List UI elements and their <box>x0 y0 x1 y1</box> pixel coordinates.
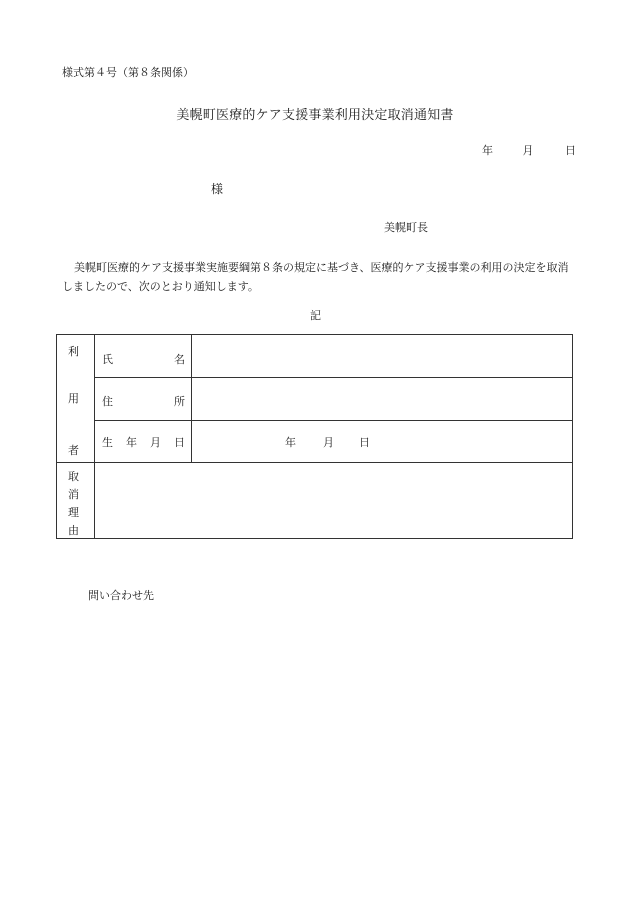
birthdate-label-char: 月 <box>150 436 161 449</box>
birthdate-label-char: 生 <box>102 436 113 449</box>
birthdate-day-label: 日 <box>359 436 370 449</box>
address-label-char: 所 <box>174 395 185 408</box>
reason-label-char: 理 <box>68 506 79 519</box>
contact-label: 問い合わせ先 <box>88 589 154 602</box>
notice-table <box>56 334 573 539</box>
reason-label-char: 由 <box>68 524 79 537</box>
table-divider <box>95 420 572 421</box>
date-month-label: 月 <box>522 144 534 157</box>
table-divider <box>57 462 572 463</box>
table-divider <box>191 335 192 462</box>
reason-label-char: 消 <box>68 488 79 501</box>
reason-field[interactable] <box>96 464 570 537</box>
name-label-char: 名 <box>174 353 185 366</box>
date-day-label: 日 <box>565 144 576 157</box>
reason-label <box>57 463 95 540</box>
birthdate-label-char: 日 <box>174 436 185 449</box>
name-label-char: 氏 <box>102 353 113 366</box>
issue-date <box>482 142 576 158</box>
sender: 美幌町長 <box>384 221 428 234</box>
table-divider <box>95 377 572 378</box>
user-label-char: 者 <box>68 444 79 457</box>
user-label <box>57 335 95 463</box>
user-label-char: 利 <box>68 345 79 358</box>
address-label-char: 住 <box>102 395 113 408</box>
birthdate-field[interactable] <box>193 422 571 461</box>
date-year-label: 年 <box>482 144 493 157</box>
addressee-suffix: 様 <box>211 182 224 196</box>
birthdate-label-char: 年 <box>126 436 137 449</box>
birthdate-month-label: 月 <box>323 436 334 449</box>
address-field[interactable] <box>193 379 571 419</box>
document-title: 美幌町医療的ケア支援事業利用決定取消通知書 <box>176 108 454 123</box>
ki-heading: 記 <box>310 309 321 322</box>
reason-label-char: 取 <box>68 470 79 483</box>
birthdate-year-label: 年 <box>285 436 296 449</box>
name-field[interactable] <box>193 337 571 376</box>
body-text: 美幌町医療的ケア支援事業実施要綱第８条の規定に基づき、医療的ケア支援事業の利用の決定を取消しましたので、次のとおり通知します。 <box>62 261 569 293</box>
form-number: 様式第４号（第８条関係） <box>62 66 194 79</box>
user-label-char: 用 <box>68 392 79 405</box>
